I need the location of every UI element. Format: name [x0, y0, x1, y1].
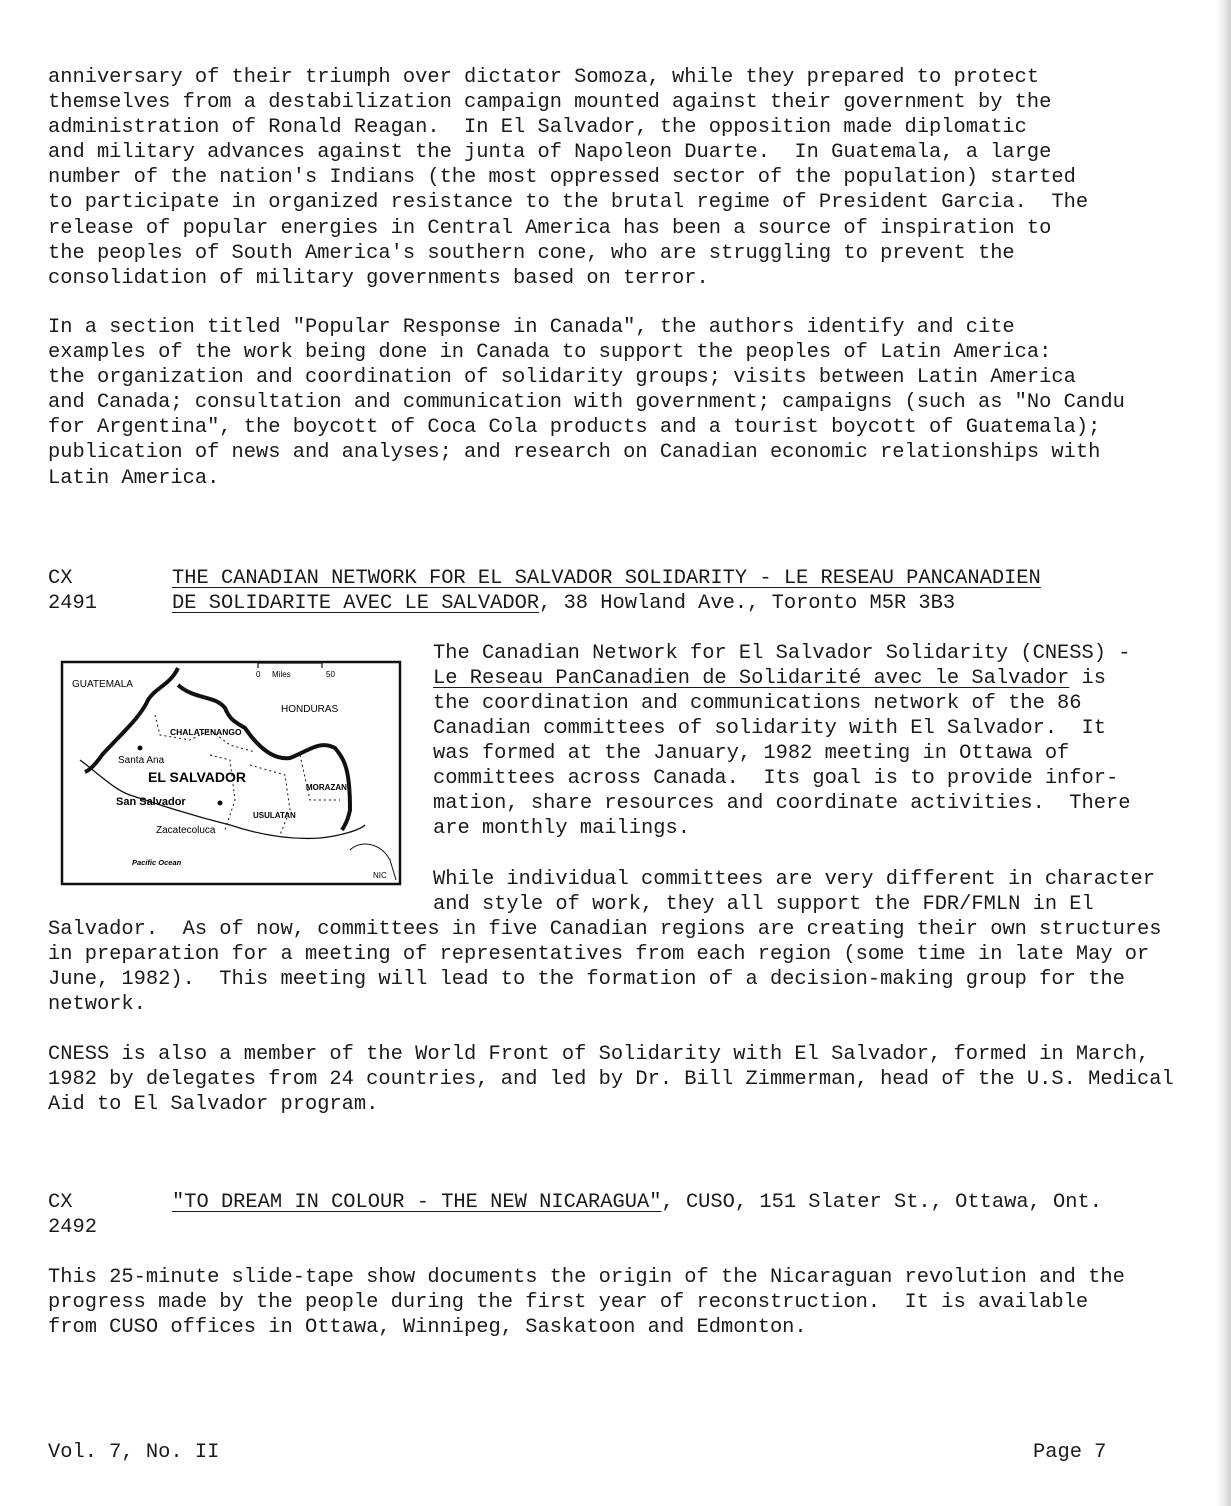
label-san-salvador: San Salvador [116, 796, 186, 808]
entry-2491-column-text [433, 691, 1130, 842]
label-zacatecoluca: Zacatecoluca [156, 825, 216, 836]
label-santa-ana: Santa Ana [118, 755, 165, 766]
el-salvador-map [60, 660, 402, 886]
entry-title-line2: DE SOLIDARITE AVEC LE SALVADOR [172, 592, 540, 616]
text-line: June, 1982). This meeting will lead to the formation of a decision-making group for the [48, 968, 1125, 992]
label-morazan: MORAZAN [306, 783, 347, 792]
label-scale-max: 50 [326, 670, 335, 679]
entry-number: 2492 [48, 1216, 97, 1240]
santa-ana-dot [138, 746, 143, 751]
label-pacific-ocean: Pacific Ocean [132, 858, 182, 867]
label-guatemala: GUATEMALA [72, 679, 133, 690]
text-line: administration of Ronald Reagan. In El Salvador, the opposition made diplomatic [48, 116, 1027, 140]
text-line: to participate in organized resistance to the brutal regime of President Garcia. The [48, 191, 1089, 215]
text-line: CNESS is also a member of the World Front of Solidarity with El Salvador, formed in March, [48, 1043, 1150, 1066]
zacatecoluca-dot [218, 801, 223, 806]
label-nic: NIC [373, 871, 387, 880]
text-line: Aid to El Salvador program. [48, 1093, 379, 1117]
intro-line-2-rest: is [1069, 667, 1107, 691]
entry-2492-paragraph [48, 1265, 1125, 1340]
entry-address: , 38 Howland Ave., Toronto M5R 3B3 [539, 592, 956, 616]
entry-code: CX [48, 567, 73, 590]
entry-title: "TO DREAM IN COLOUR - THE NEW NICARAGUA" [172, 1191, 662, 1214]
text-line: In a section titled "Popular Response in Canada", the authors identify and cite [48, 316, 1015, 339]
label-el-salvador: EL SALVADOR [148, 769, 247, 785]
text-line: mation, share resources and coordinate activities. There [433, 792, 1131, 816]
entry-address: , CUSO, 151 Slater St., Ottawa, Ont. [661, 1191, 1102, 1214]
intro-french-name: Le Reseau PanCanadien de Solidarité avec le Salvador [433, 667, 1070, 691]
text-line: the coordination and communications network of the 86 [433, 692, 1082, 715]
text-line: was formed at the January, 1982 meeting in Ottawa of [433, 742, 1070, 766]
text-line: the organization and coordination of solidarity groups; visits between Latin America [48, 366, 1076, 390]
text-line: Canadian committees of solidarity with El Salvador. It [433, 717, 1107, 741]
text-line: and military advances against the junta of Napoleon Duarte. In Guatemala, a large [48, 141, 1052, 165]
entry-2491-full-text [48, 917, 1162, 1017]
entry-2492-heading [172, 1190, 1102, 1215]
paragraph-1 [48, 65, 1088, 291]
text-line: release of popular energies in Central America has been a source of inspiration to [48, 216, 1052, 240]
entry-2491-paragraph-3 [48, 1042, 1174, 1117]
text-line: publication of news and analyses; and research on Canadian economic relationships with [48, 441, 1101, 465]
entry-2491-id [48, 566, 97, 616]
label-chalatenango: CHALATENANGO [170, 727, 242, 737]
text-line: 1982 by delegates from 24 countries, and led by Dr. Bill Zimmerman, head of the U.S. Medical [48, 1068, 1174, 1092]
page-edge-shadow [1217, 0, 1231, 1506]
text-line: This 25-minute slide-tape show documents the origin of the Nicaraguan revolution and the [48, 1266, 1125, 1289]
text-line: and style of work, they all support the FDR/FMLN in El [433, 893, 1094, 917]
text-line: Latin America. [48, 466, 220, 490]
entry-number: 2491 [48, 592, 97, 616]
label-usulatan: USULATAN [253, 811, 296, 820]
text-line: from CUSO offices in Ottawa, Winnipeg, Saskatoon and Edmonton. [48, 1316, 807, 1340]
text-line: committees across Canada. Its goal is to provide infor- [433, 767, 1119, 791]
entry-title-line1: THE CANADIAN NETWORK FOR EL SALVADOR SOLIDARITY - LE RESEAU PANCANADIEN [172, 567, 1041, 590]
text-line: the peoples of South America's southern cone, who are struggling to prevent the [48, 241, 1015, 265]
paragraph-2 [48, 315, 1125, 491]
label-honduras: HONDURAS [281, 704, 339, 715]
label-scale-unit: Miles [272, 670, 291, 679]
text-line: Salvador. As of now, committees in five Canadian regions are creating their own structures [48, 918, 1162, 941]
entry-code: CX [48, 1191, 73, 1214]
text-line: While individual committees are very different in character [433, 868, 1155, 891]
text-line: examples of the work being done in Canada to support the peoples of Latin America: [48, 341, 1052, 365]
text-line: for Argentina", the boycott of Coca Cola products and a tourist boycott of Guatemala); [48, 416, 1101, 440]
text-line: anniversary of their triumph over dictator Somoza, while they prepared to protect [48, 66, 1040, 89]
text-line: in preparation for a meeting of representatives from each region (some time in late May or [48, 943, 1150, 967]
text-line: consolidation of military governments based on terror. [48, 266, 709, 290]
text-line: and Canada; consultation and communication with government; campaigns (such as "No Candu [48, 391, 1125, 415]
text-line: network. [48, 993, 146, 1017]
entry-2491-column-text-2 [433, 867, 1155, 917]
intro-line-1: The Canadian Network for El Salvador Solidarity (CNESS) - [433, 642, 1131, 665]
footer-volume: Vol. 7, No. II [48, 1441, 220, 1464]
text-line: progress made by the people during the first year of reconstruction. It is available [48, 1291, 1089, 1315]
entry-2491-heading [172, 566, 1041, 616]
text-line: number of the nation's Indians (the most oppressed sector of the population) started [48, 166, 1076, 190]
text-line: are monthly mailings. [433, 817, 690, 841]
footer-page-number: Page 7 [1033, 1441, 1107, 1464]
entry-2491-intro [433, 641, 1130, 691]
text-line: themselves from a destabilization campaign mounted against their government by the [48, 91, 1052, 115]
label-scale-zero: 0 [256, 670, 261, 679]
entry-2492-id [48, 1190, 97, 1240]
